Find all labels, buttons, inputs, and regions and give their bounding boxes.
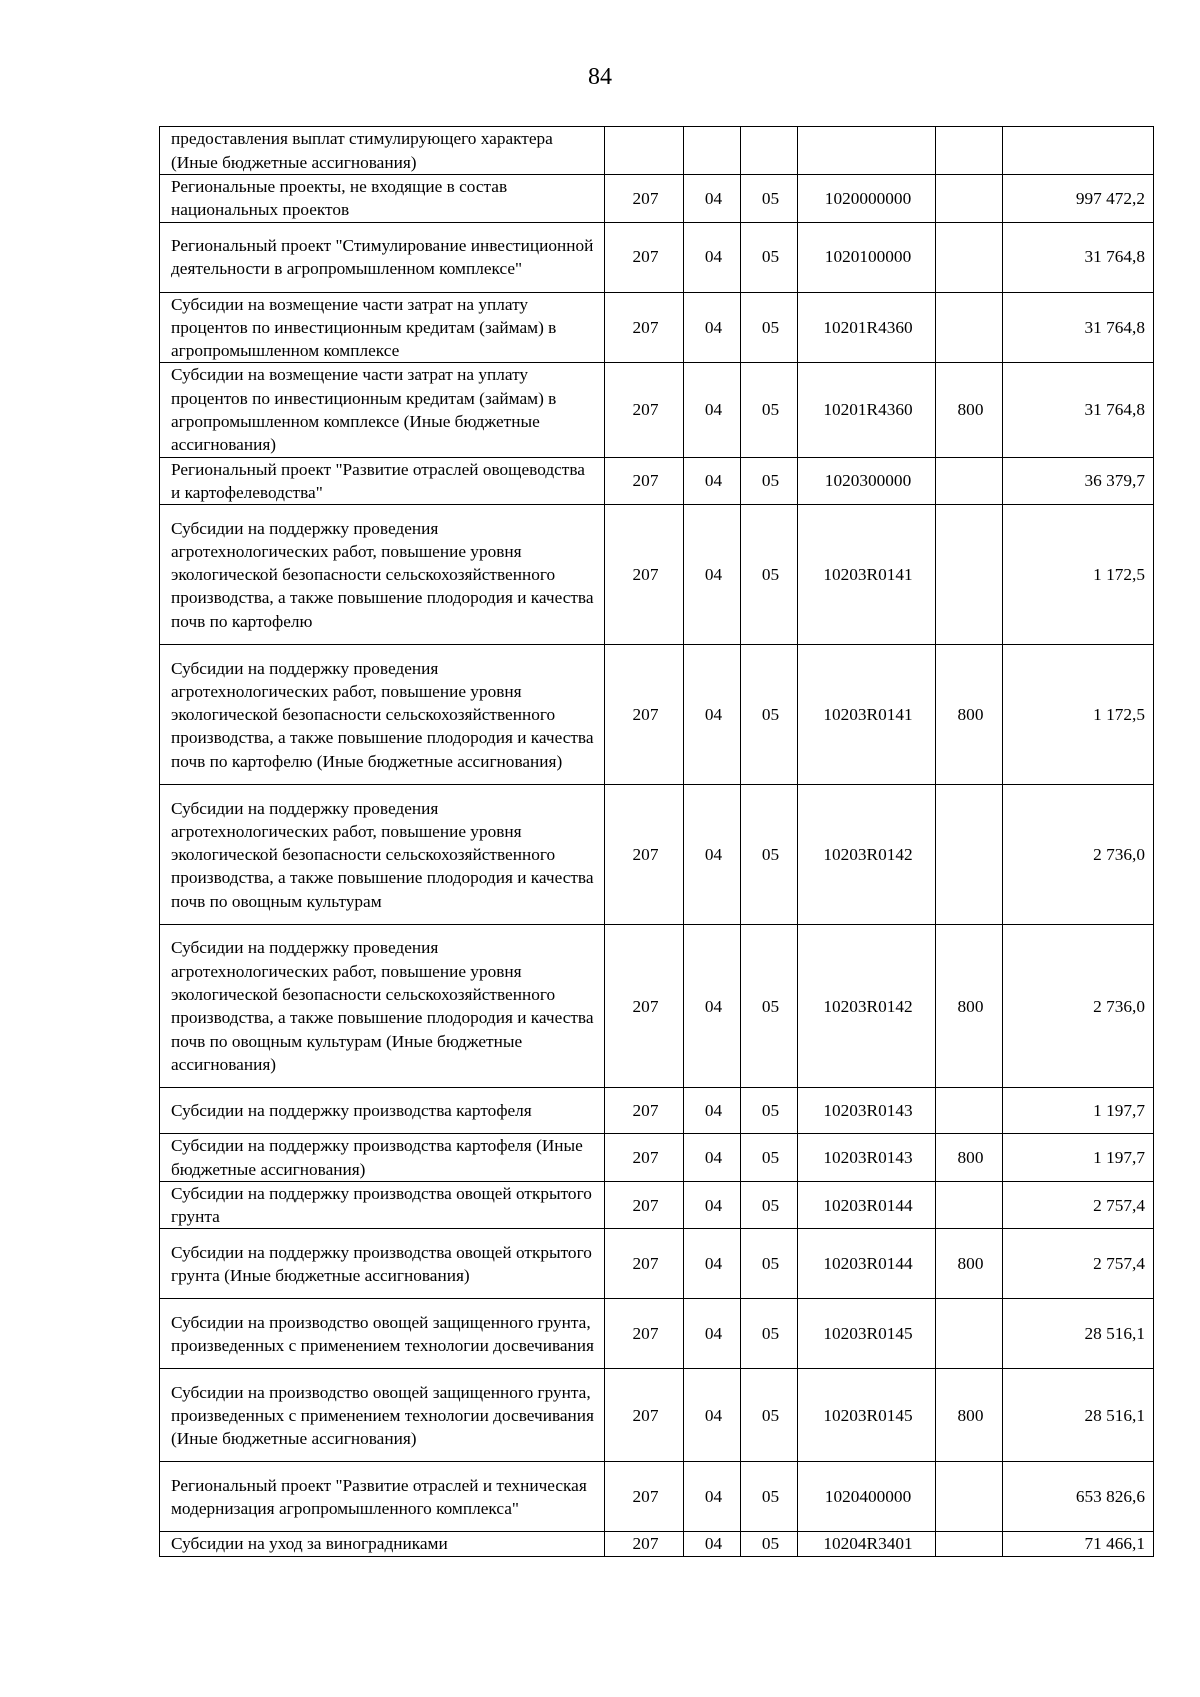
expense-type-cell xyxy=(936,127,1003,175)
section-cell xyxy=(684,127,741,175)
amount-cell: 2 757,4 xyxy=(1003,1181,1154,1229)
description-cell: Субсидии на поддержку проведения агротехнологических работ, повышение уровня экологической безопасности сельскохозяйственного производства, а также повышение плодородия и качества почв по картофелю (Иные бюджетные ассигнования) xyxy=(160,645,605,785)
section-cell: 04 xyxy=(684,1299,741,1369)
expense-type-cell xyxy=(936,1181,1003,1229)
target-article-cell: 10203R0142 xyxy=(798,785,936,925)
grbs-cell: 207 xyxy=(605,1088,684,1134)
subsection-cell: 05 xyxy=(741,1181,798,1229)
expense-type-cell xyxy=(936,1532,1003,1556)
subsection-cell: 05 xyxy=(741,175,798,223)
amount-cell: 31 764,8 xyxy=(1003,363,1154,457)
table-row xyxy=(160,222,1154,292)
grbs-cell: 207 xyxy=(605,1299,684,1369)
description-cell: Региональные проекты, не входящие в состав национальных проектов xyxy=(160,175,605,223)
section-cell: 04 xyxy=(684,1369,741,1462)
amount-cell: 653 826,6 xyxy=(1003,1462,1154,1532)
subsection-cell: 05 xyxy=(741,457,798,505)
amount-cell: 28 516,1 xyxy=(1003,1299,1154,1369)
description-cell: Региональный проект "Развитие отраслей овощеводства и картофелеводства" xyxy=(160,457,605,505)
table-row xyxy=(160,925,1154,1088)
subsection-cell xyxy=(741,127,798,175)
target-article-cell: 1020100000 xyxy=(798,222,936,292)
grbs-cell: 207 xyxy=(605,457,684,505)
amount-cell: 28 516,1 xyxy=(1003,1369,1154,1462)
table-row xyxy=(160,1181,1154,1229)
expense-type-cell xyxy=(936,1462,1003,1532)
description-cell: Субсидии на поддержку производства картофеля xyxy=(160,1088,605,1134)
grbs-cell: 207 xyxy=(605,292,684,363)
section-cell: 04 xyxy=(684,222,741,292)
section-cell: 04 xyxy=(684,645,741,785)
description-cell: Субсидии на поддержку проведения агротехнологических работ, повышение уровня экологической безопасности сельскохозяйственного производства, а также повышение плодородия и качества почв по овощным культурам xyxy=(160,785,605,925)
description-cell: Региональный проект "Стимулирование инвестиционной деятельности в агропромышленном комплексе" xyxy=(160,222,605,292)
description-cell: Субсидии на поддержку производства овощей открытого грунта (Иные бюджетные ассигнования) xyxy=(160,1229,605,1299)
expense-type-cell xyxy=(936,1299,1003,1369)
grbs-cell: 207 xyxy=(605,1134,684,1182)
section-cell: 04 xyxy=(684,785,741,925)
grbs-cell: 207 xyxy=(605,175,684,223)
section-cell: 04 xyxy=(684,1181,741,1229)
amount-cell: 1 197,7 xyxy=(1003,1088,1154,1134)
grbs-cell: 207 xyxy=(605,1462,684,1532)
target-article-cell: 1020300000 xyxy=(798,457,936,505)
subsection-cell: 05 xyxy=(741,1369,798,1462)
description-cell: Субсидии на поддержку проведения агротехнологических работ, повышение уровня экологической безопасности сельскохозяйственного производства, а также повышение плодородия и качества почв по овощным культурам (Иные бюджетные ассигнования) xyxy=(160,925,605,1088)
table-row xyxy=(160,1299,1154,1369)
description-cell: предоставления выплат стимулирующего характера (Иные бюджетные ассигнования) xyxy=(160,127,605,175)
table-row xyxy=(160,785,1154,925)
table-row xyxy=(160,127,1154,175)
target-article-cell: 10203R0144 xyxy=(798,1229,936,1299)
target-article-cell: 10203R0141 xyxy=(798,645,936,785)
table-row xyxy=(160,457,1154,505)
grbs-cell: 207 xyxy=(605,785,684,925)
amount-cell: 31 764,8 xyxy=(1003,222,1154,292)
table-row xyxy=(160,505,1154,645)
subsection-cell: 05 xyxy=(741,1229,798,1299)
amount-cell: 2 736,0 xyxy=(1003,785,1154,925)
subsection-cell: 05 xyxy=(741,363,798,457)
amount-cell xyxy=(1003,127,1154,175)
target-article-cell: 10203R0145 xyxy=(798,1299,936,1369)
section-cell: 04 xyxy=(684,292,741,363)
expense-type-cell xyxy=(936,175,1003,223)
target-article-cell: 10204R3401 xyxy=(798,1532,936,1556)
subsection-cell: 05 xyxy=(741,1532,798,1556)
table-row xyxy=(160,1462,1154,1532)
section-cell: 04 xyxy=(684,925,741,1088)
section-cell: 04 xyxy=(684,1462,741,1532)
table-row xyxy=(160,1369,1154,1462)
expense-type-cell: 800 xyxy=(936,1369,1003,1462)
target-article-cell xyxy=(798,127,936,175)
grbs-cell: 207 xyxy=(605,1229,684,1299)
amount-cell: 997 472,2 xyxy=(1003,175,1154,223)
table-row xyxy=(160,1532,1154,1556)
amount-cell: 1 172,5 xyxy=(1003,645,1154,785)
target-article-cell: 1020400000 xyxy=(798,1462,936,1532)
expense-type-cell: 800 xyxy=(936,363,1003,457)
description-cell: Субсидии на поддержку производства овощей открытого грунта xyxy=(160,1181,605,1229)
description-cell: Субсидии на производство овощей защищенного грунта, произведенных с применением технологии досвечивания (Иные бюджетные ассигнования) xyxy=(160,1369,605,1462)
grbs-cell: 207 xyxy=(605,363,684,457)
amount-cell: 2 736,0 xyxy=(1003,925,1154,1088)
target-article-cell: 10203R0145 xyxy=(798,1369,936,1462)
table-row xyxy=(160,292,1154,363)
section-cell: 04 xyxy=(684,1229,741,1299)
expense-type-cell xyxy=(936,785,1003,925)
table-row xyxy=(160,1134,1154,1182)
table-row xyxy=(160,175,1154,223)
section-cell: 04 xyxy=(684,1134,741,1182)
subsection-cell: 05 xyxy=(741,1299,798,1369)
target-article-cell: 1020000000 xyxy=(798,175,936,223)
target-article-cell: 10201R4360 xyxy=(798,292,936,363)
table-body xyxy=(160,127,1154,1557)
description-cell: Субсидии на производство овощей защищенного грунта, произведенных с применением технологии досвечивания xyxy=(160,1299,605,1369)
expense-type-cell xyxy=(936,457,1003,505)
subsection-cell: 05 xyxy=(741,505,798,645)
amount-cell: 2 757,4 xyxy=(1003,1229,1154,1299)
grbs-cell: 207 xyxy=(605,505,684,645)
table-row xyxy=(160,645,1154,785)
description-cell: Субсидии на возмещение части затрат на уплату процентов по инвестиционным кредитам (займам) в агропромышленном комплексе (Иные бюджетные ассигнования) xyxy=(160,363,605,457)
expense-type-cell xyxy=(936,1088,1003,1134)
amount-cell: 1 172,5 xyxy=(1003,505,1154,645)
subsection-cell: 05 xyxy=(741,222,798,292)
grbs-cell: 207 xyxy=(605,1532,684,1556)
subsection-cell: 05 xyxy=(741,925,798,1088)
grbs-cell xyxy=(605,127,684,175)
amount-cell: 71 466,1 xyxy=(1003,1532,1154,1556)
description-cell: Субсидии на уход за виноградниками xyxy=(160,1532,605,1556)
section-cell: 04 xyxy=(684,505,741,645)
grbs-cell: 207 xyxy=(605,1369,684,1462)
target-article-cell: 10203R0142 xyxy=(798,925,936,1088)
section-cell: 04 xyxy=(684,175,741,223)
target-article-cell: 10203R0141 xyxy=(798,505,936,645)
target-article-cell: 10201R4360 xyxy=(798,363,936,457)
section-cell: 04 xyxy=(684,1088,741,1134)
expense-type-cell: 800 xyxy=(936,1134,1003,1182)
description-cell: Субсидии на поддержку производства картофеля (Иные бюджетные ассигнования) xyxy=(160,1134,605,1182)
table-row xyxy=(160,1229,1154,1299)
subsection-cell: 05 xyxy=(741,1462,798,1532)
expense-type-cell: 800 xyxy=(936,645,1003,785)
amount-cell: 31 764,8 xyxy=(1003,292,1154,363)
grbs-cell: 207 xyxy=(605,1181,684,1229)
expense-type-cell xyxy=(936,292,1003,363)
subsection-cell: 05 xyxy=(741,645,798,785)
section-cell: 04 xyxy=(684,363,741,457)
target-article-cell: 10203R0143 xyxy=(798,1088,936,1134)
subsection-cell: 05 xyxy=(741,1134,798,1182)
expense-type-cell xyxy=(936,505,1003,645)
amount-cell: 36 379,7 xyxy=(1003,457,1154,505)
subsection-cell: 05 xyxy=(741,292,798,363)
description-cell: Субсидии на возмещение части затрат на уплату процентов по инвестиционным кредитам (займам) в агропромышленном комплексе xyxy=(160,292,605,363)
amount-cell: 1 197,7 xyxy=(1003,1134,1154,1182)
target-article-cell: 10203R0144 xyxy=(798,1181,936,1229)
description-cell: Субсидии на поддержку проведения агротехнологических работ, повышение уровня экологической безопасности сельскохозяйственного производства, а также повышение плодородия и качества почв по картофелю xyxy=(160,505,605,645)
expense-type-cell: 800 xyxy=(936,1229,1003,1299)
grbs-cell: 207 xyxy=(605,645,684,785)
page-number: 84 xyxy=(588,64,612,90)
target-article-cell: 10203R0143 xyxy=(798,1134,936,1182)
section-cell: 04 xyxy=(684,1532,741,1556)
table-row xyxy=(160,1088,1154,1134)
subsection-cell: 05 xyxy=(741,1088,798,1134)
expense-type-cell xyxy=(936,222,1003,292)
expense-type-cell: 800 xyxy=(936,925,1003,1088)
table-row xyxy=(160,363,1154,457)
section-cell: 04 xyxy=(684,457,741,505)
grbs-cell: 207 xyxy=(605,222,684,292)
description-cell: Региональный проект "Развитие отраслей и техническая модернизация агропромышленного комплекса" xyxy=(160,1462,605,1532)
grbs-cell: 207 xyxy=(605,925,684,1088)
subsection-cell: 05 xyxy=(741,785,798,925)
budget-table xyxy=(159,126,1154,1557)
